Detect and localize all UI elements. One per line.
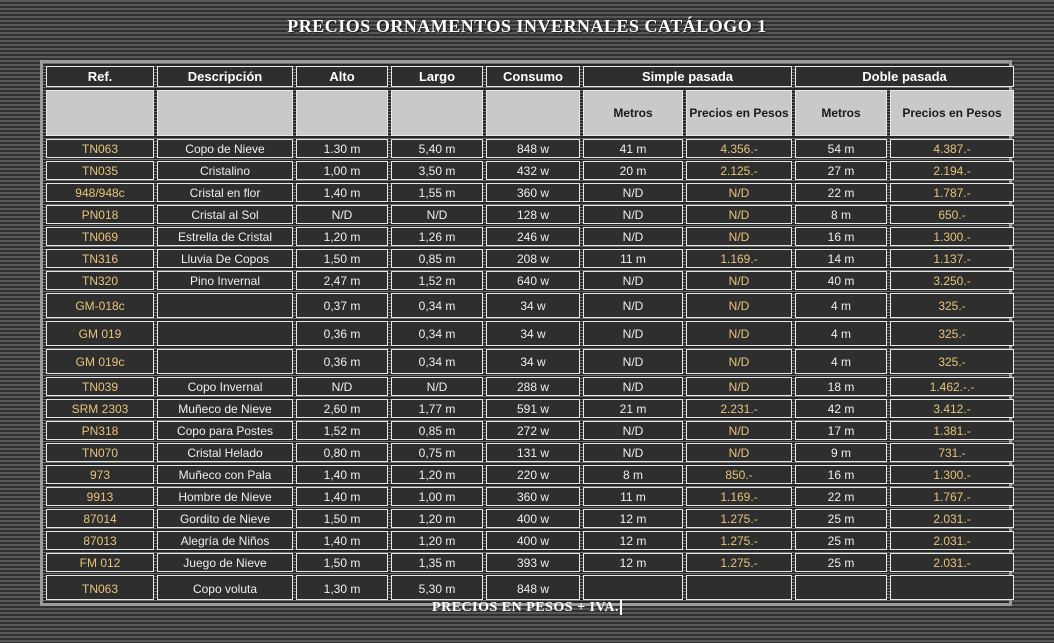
sub-header-largo <box>391 90 483 136</box>
cell-simple-metros: N/D <box>583 443 683 462</box>
cell-simple-precios: N/D <box>686 443 792 462</box>
cell-doble-precios: 2.194.- <box>890 161 1014 180</box>
table-row <box>46 531 1014 550</box>
cell-ref: TN316 <box>46 249 154 268</box>
table-row <box>46 509 1014 528</box>
cell-alto: 1,40 m <box>296 531 388 550</box>
table-row <box>46 321 1014 346</box>
cell-descripcion: Copo de Nieve <box>157 139 293 158</box>
cell-ref: PN018 <box>46 205 154 224</box>
cell-descripcion <box>157 293 293 318</box>
cell-ref: TN069 <box>46 227 154 246</box>
cell-ref: GM-018c <box>46 293 154 318</box>
cell-largo: 1,00 m <box>391 487 483 506</box>
sub-header-descripcion <box>157 90 293 136</box>
cell-alto: 1,52 m <box>296 421 388 440</box>
cell-doble-metros: 25 m <box>795 531 887 550</box>
cell-ref: SRM 2303 <box>46 399 154 418</box>
cell-simple-precios: N/D <box>686 205 792 224</box>
cell-consumo: 360 w <box>486 183 580 202</box>
table-row <box>46 139 1014 158</box>
cell-alto: 0,37 m <box>296 293 388 318</box>
cell-simple-metros: N/D <box>583 183 683 202</box>
cell-simple-metros: N/D <box>583 321 683 346</box>
table-row <box>46 271 1014 290</box>
cell-simple-metros: N/D <box>583 227 683 246</box>
cell-simple-metros: 11 m <box>583 249 683 268</box>
cell-doble-precios: 1.787.- <box>890 183 1014 202</box>
cell-alto: 2,60 m <box>296 399 388 418</box>
cell-simple-metros: N/D <box>583 377 683 396</box>
table-row <box>46 421 1014 440</box>
table-row <box>46 293 1014 318</box>
cell-consumo: 272 w <box>486 421 580 440</box>
cell-descripcion: Copo Invernal <box>157 377 293 396</box>
cell-doble-metros: 9 m <box>795 443 887 462</box>
cell-ref: 87014 <box>46 509 154 528</box>
cell-ref: 87013 <box>46 531 154 550</box>
cell-simple-metros: 12 m <box>583 553 683 572</box>
cell-alto: 1,40 m <box>296 183 388 202</box>
cell-ref: 948/948c <box>46 183 154 202</box>
cell-simple-metros: 12 m <box>583 509 683 528</box>
cell-descripcion: Cristalino <box>157 161 293 180</box>
cell-simple-precios: N/D <box>686 227 792 246</box>
cell-largo: 1,77 m <box>391 399 483 418</box>
cell-consumo: 591 w <box>486 399 580 418</box>
cell-largo: 3,50 m <box>391 161 483 180</box>
header-row-main <box>46 66 1014 87</box>
table-row <box>46 443 1014 462</box>
cell-doble-precios: 4.387.- <box>890 139 1014 158</box>
table-body <box>46 139 1014 600</box>
cell-simple-metros <box>583 575 683 600</box>
cell-doble-metros: 18 m <box>795 377 887 396</box>
cell-ref: TN320 <box>46 271 154 290</box>
cell-alto: 1,20 m <box>296 227 388 246</box>
cell-doble-precios: 731.- <box>890 443 1014 462</box>
cell-alto: N/D <box>296 205 388 224</box>
cell-simple-precios: N/D <box>686 271 792 290</box>
cell-simple-precios: 1.275.- <box>686 553 792 572</box>
cell-doble-metros: 25 m <box>795 509 887 528</box>
cell-simple-precios: 1.169.- <box>686 249 792 268</box>
cell-ref: TN070 <box>46 443 154 462</box>
cell-simple-precios: 4.356.- <box>686 139 792 158</box>
column-header-ref: Ref. <box>46 66 154 87</box>
table-row <box>46 399 1014 418</box>
table-row <box>46 161 1014 180</box>
cell-doble-precios: 1.300.- <box>890 227 1014 246</box>
cell-consumo: 640 w <box>486 271 580 290</box>
cell-doble-metros: 54 m <box>795 139 887 158</box>
cell-simple-metros: N/D <box>583 271 683 290</box>
cell-simple-metros: N/D <box>583 205 683 224</box>
sub-header-alto <box>296 90 388 136</box>
cell-consumo: 128 w <box>486 205 580 224</box>
cell-simple-precios <box>686 575 792 600</box>
column-header-alto: Alto <box>296 66 388 87</box>
cell-descripcion: Muñeco de Nieve <box>157 399 293 418</box>
cell-descripcion: Cristal en flor <box>157 183 293 202</box>
cell-alto: N/D <box>296 377 388 396</box>
cell-simple-precios: N/D <box>686 183 792 202</box>
cell-doble-metros: 40 m <box>795 271 887 290</box>
cell-consumo: 400 w <box>486 531 580 550</box>
cell-largo: 0,34 m <box>391 349 483 374</box>
cell-consumo: 34 w <box>486 321 580 346</box>
sub-header-consumo <box>486 90 580 136</box>
cell-simple-metros: N/D <box>583 421 683 440</box>
cell-simple-precios: 2.125.- <box>686 161 792 180</box>
cell-alto: 0,80 m <box>296 443 388 462</box>
cell-largo: N/D <box>391 377 483 396</box>
cell-ref: FM 012 <box>46 553 154 572</box>
table-row <box>46 575 1014 600</box>
cell-doble-precios: 1.300.- <box>890 465 1014 484</box>
cell-doble-metros: 14 m <box>795 249 887 268</box>
table-row <box>46 349 1014 374</box>
price-table-frame <box>40 60 1012 606</box>
cell-alto: 1.30 m <box>296 139 388 158</box>
cell-largo: 5,30 m <box>391 575 483 600</box>
cell-simple-metros: N/D <box>583 293 683 318</box>
cell-consumo: 288 w <box>486 377 580 396</box>
sub-header-simple-precios: Precios en Pesos <box>686 90 792 136</box>
cell-ref: GM 019 <box>46 321 154 346</box>
price-table <box>43 63 1017 603</box>
cell-doble-precios: 3.250.- <box>890 271 1014 290</box>
cell-simple-precios: 1.275.- <box>686 531 792 550</box>
cell-consumo: 848 w <box>486 139 580 158</box>
column-header-largo: Largo <box>391 66 483 87</box>
sub-header-ref <box>46 90 154 136</box>
cell-simple-precios: 1.169.- <box>686 487 792 506</box>
cell-alto: 1,50 m <box>296 509 388 528</box>
text-caret <box>620 600 622 615</box>
cell-descripcion: Muñeco con Pala <box>157 465 293 484</box>
cell-largo: 0,34 m <box>391 293 483 318</box>
cell-simple-metros: 20 m <box>583 161 683 180</box>
cell-largo: N/D <box>391 205 483 224</box>
cell-simple-metros: N/D <box>583 349 683 374</box>
cell-doble-precios <box>890 575 1014 600</box>
cell-consumo: 393 w <box>486 553 580 572</box>
cell-doble-precios: 1.767.- <box>890 487 1014 506</box>
cell-simple-metros: 8 m <box>583 465 683 484</box>
cell-consumo: 246 w <box>486 227 580 246</box>
page-title: PRECIOS ORNAMENTOS INVERNALES CATÁLOGO 1 <box>287 16 767 36</box>
cell-ref: TN063 <box>46 575 154 600</box>
cell-largo: 1,35 m <box>391 553 483 572</box>
footer-note[interactable] <box>0 600 1054 616</box>
cell-descripcion: Lluvia De Copos <box>157 249 293 268</box>
cell-consumo: 220 w <box>486 465 580 484</box>
cell-doble-precios: 1.462.-.- <box>890 377 1014 396</box>
cell-doble-metros: 22 m <box>795 183 887 202</box>
cell-doble-metros: 4 m <box>795 293 887 318</box>
cell-alto: 1,00 m <box>296 161 388 180</box>
cell-descripcion: Hombre de Nieve <box>157 487 293 506</box>
cell-largo: 1,26 m <box>391 227 483 246</box>
cell-doble-metros: 4 m <box>795 349 887 374</box>
cell-consumo: 848 w <box>486 575 580 600</box>
cell-largo: 1,52 m <box>391 271 483 290</box>
cell-alto: 0,36 m <box>296 349 388 374</box>
cell-doble-metros: 16 m <box>795 227 887 246</box>
table-row <box>46 553 1014 572</box>
cell-doble-precios: 325.- <box>890 293 1014 318</box>
footer-note-text: PRECIOS EN PESOS + IVA. <box>432 600 619 615</box>
cell-doble-precios: 2.031.- <box>890 553 1014 572</box>
cell-doble-precios: 1.137.- <box>890 249 1014 268</box>
sub-header-doble-precios: Precios en Pesos <box>890 90 1014 136</box>
cell-largo: 0,85 m <box>391 249 483 268</box>
cell-ref: PN318 <box>46 421 154 440</box>
cell-doble-metros: 16 m <box>795 465 887 484</box>
cell-doble-metros: 22 m <box>795 487 887 506</box>
cell-descripcion: Juego de Nieve <box>157 553 293 572</box>
sub-header-doble-metros: Metros <box>795 90 887 136</box>
table-row <box>46 377 1014 396</box>
cell-doble-precios: 650.- <box>890 205 1014 224</box>
cell-doble-precios: 2.031.- <box>890 509 1014 528</box>
cell-descripcion: Cristal Helado <box>157 443 293 462</box>
table-header <box>46 66 1014 136</box>
cell-descripcion: Alegría de Niños <box>157 531 293 550</box>
cell-simple-metros: 41 m <box>583 139 683 158</box>
cell-simple-precios: 2.231.- <box>686 399 792 418</box>
cell-largo: 0,34 m <box>391 321 483 346</box>
cell-descripcion: Copo para Postes <box>157 421 293 440</box>
cell-alto: 1,30 m <box>296 575 388 600</box>
cell-descripcion: Copo voluta <box>157 575 293 600</box>
sub-header-simple-metros: Metros <box>583 90 683 136</box>
cell-doble-precios: 2.031.- <box>890 531 1014 550</box>
column-header-descripcion: Descripción <box>157 66 293 87</box>
cell-consumo: 432 w <box>486 161 580 180</box>
cell-doble-metros: 8 m <box>795 205 887 224</box>
cell-descripcion: Gordito de Nieve <box>157 509 293 528</box>
cell-descripcion: Cristal al Sol <box>157 205 293 224</box>
table-row <box>46 465 1014 484</box>
cell-ref: TN039 <box>46 377 154 396</box>
cell-doble-precios: 325.- <box>890 321 1014 346</box>
cell-simple-precios: N/D <box>686 421 792 440</box>
cell-alto: 1,40 m <box>296 465 388 484</box>
cell-simple-precios: N/D <box>686 321 792 346</box>
cell-doble-metros: 17 m <box>795 421 887 440</box>
cell-simple-precios: 850.- <box>686 465 792 484</box>
cell-largo: 0,75 m <box>391 443 483 462</box>
cell-ref: TN035 <box>46 161 154 180</box>
cell-alto: 1,50 m <box>296 249 388 268</box>
cell-largo: 1,20 m <box>391 465 483 484</box>
cell-largo: 1,55 m <box>391 183 483 202</box>
cell-ref: 9913 <box>46 487 154 506</box>
cell-ref: TN063 <box>46 139 154 158</box>
cell-ref: GM 019c <box>46 349 154 374</box>
cell-doble-metros: 25 m <box>795 553 887 572</box>
cell-alto: 1,40 m <box>296 487 388 506</box>
cell-consumo: 34 w <box>486 349 580 374</box>
cell-largo: 1,20 m <box>391 531 483 550</box>
cell-largo: 1,20 m <box>391 509 483 528</box>
cell-simple-metros: 12 m <box>583 531 683 550</box>
cell-descripcion: Pino Invernal <box>157 271 293 290</box>
group-header-simple-pasada: Simple pasada <box>583 66 792 87</box>
cell-doble-metros <box>795 575 887 600</box>
group-header-doble-pasada: Doble pasada <box>795 66 1014 87</box>
column-header-consumo: Consumo <box>486 66 580 87</box>
cell-doble-metros: 27 m <box>795 161 887 180</box>
table-row <box>46 183 1014 202</box>
table-row <box>46 487 1014 506</box>
cell-consumo: 208 w <box>486 249 580 268</box>
cell-largo: 5,40 m <box>391 139 483 158</box>
cell-simple-precios: 1.275.- <box>686 509 792 528</box>
cell-consumo: 360 w <box>486 487 580 506</box>
cell-consumo: 400 w <box>486 509 580 528</box>
cell-largo: 0,85 m <box>391 421 483 440</box>
cell-alto: 2,47 m <box>296 271 388 290</box>
cell-simple-precios: N/D <box>686 349 792 374</box>
cell-consumo: 34 w <box>486 293 580 318</box>
cell-simple-precios: N/D <box>686 293 792 318</box>
table-row <box>46 249 1014 268</box>
cell-doble-metros: 4 m <box>795 321 887 346</box>
cell-descripcion: Estrella de Cristal <box>157 227 293 246</box>
cell-ref: 973 <box>46 465 154 484</box>
cell-consumo: 131 w <box>486 443 580 462</box>
header-row-sub <box>46 90 1014 136</box>
cell-simple-precios: N/D <box>686 377 792 396</box>
table-row <box>46 227 1014 246</box>
cell-descripcion <box>157 321 293 346</box>
cell-doble-precios: 3.412.- <box>890 399 1014 418</box>
cell-simple-metros: 11 m <box>583 487 683 506</box>
cell-simple-metros: 21 m <box>583 399 683 418</box>
table-row <box>46 205 1014 224</box>
cell-doble-precios: 1.381.- <box>890 421 1014 440</box>
cell-alto: 0,36 m <box>296 321 388 346</box>
cell-alto: 1,50 m <box>296 553 388 572</box>
cell-descripcion <box>157 349 293 374</box>
cell-doble-precios: 325.- <box>890 349 1014 374</box>
cell-doble-metros: 42 m <box>795 399 887 418</box>
